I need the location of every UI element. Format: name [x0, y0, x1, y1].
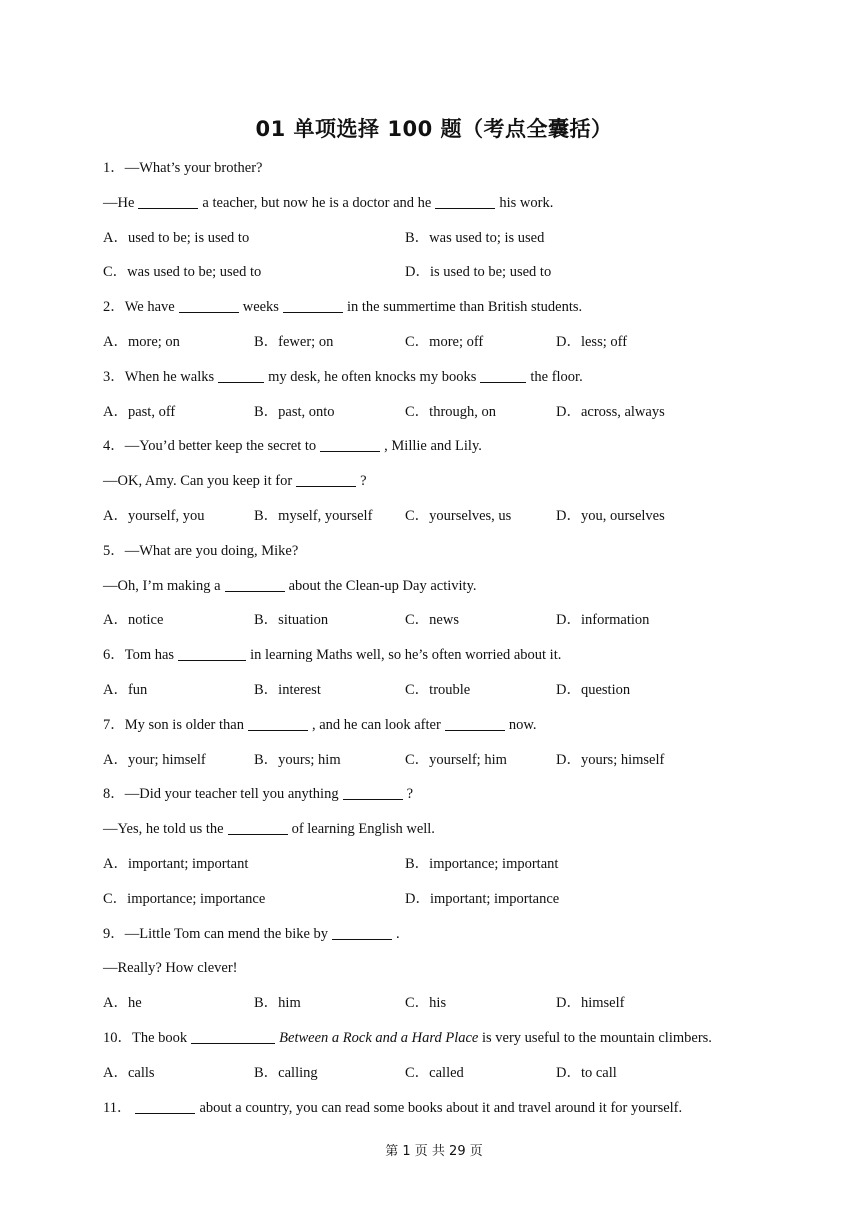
option-d: D．is used to be; used to [405, 264, 552, 281]
option-d: D．himself [556, 995, 625, 1012]
question-2-stem: 2．We have weeks in the summertime than British students. [103, 299, 583, 316]
option-b: B．was used to; is used [405, 229, 545, 246]
answer-blank [228, 819, 288, 835]
option-c: C．importance; importance [103, 890, 266, 907]
question-6-options [103, 678, 803, 713]
question-9-options [103, 991, 803, 1026]
answer-blank [138, 193, 198, 209]
question-1-stem: 1．—What’s your brother? [103, 160, 263, 176]
option-c: C．his [405, 995, 447, 1012]
option-d: D．you, ourselves [556, 507, 665, 524]
question-4-options [103, 504, 803, 539]
question-2-options [103, 330, 803, 365]
option-b: B．him [254, 995, 301, 1012]
answer-blank [435, 193, 495, 209]
option-d: D．question [556, 681, 631, 698]
question-5-stem: 5．—What are you doing, Mike? [103, 542, 299, 559]
question-3-stem: 3．When he walks my desk, he often knocks my books the floor. [103, 368, 583, 385]
page-title: 01 单项选择 100 题（考点全囊括） [255, 117, 613, 141]
question-9-stem: 9．—Little Tom can mend the bike by . [103, 925, 400, 942]
question-5-reply: —Oh, I’m making a about the Clean-up Day activity. [103, 577, 477, 594]
answer-blank [225, 576, 285, 592]
answer-blank [343, 784, 403, 800]
option-d: D．less; off [556, 333, 628, 350]
question-8-stem: 8．—Did your teacher tell you anything ? [103, 786, 414, 803]
question-4-stem: 4．—You’d better keep the secret to , Millie and Lily. [103, 438, 482, 455]
question-4-reply: —OK, Amy. Can you keep it for ? [103, 473, 367, 490]
option-c: C．yourself; him [405, 751, 507, 768]
option-d: D．across, always [556, 403, 665, 420]
question-6-stem: 6．Tom has in learning Maths well, so he’s often worried about it. [103, 647, 562, 664]
answer-blank [218, 367, 264, 383]
option-d: D．yours; himself [556, 751, 665, 768]
option-b: B．myself, yourself [254, 507, 373, 524]
option-c: C．called [405, 1064, 464, 1081]
answer-blank [445, 715, 505, 731]
question-1-options-2 [103, 260, 803, 295]
option-c: C．news [405, 612, 459, 629]
option-c: C．trouble [405, 681, 471, 698]
answer-blank [135, 1098, 195, 1114]
question-list [103, 156, 803, 1130]
option-c: C．more; off [405, 333, 484, 350]
option-a: A．important; important [103, 855, 249, 872]
question-11-stem: 11． about a country, you can read some books about it and travel around it for yourself. [103, 1099, 683, 1116]
option-b: B．interest [254, 681, 321, 698]
option-a: A．he [103, 995, 142, 1012]
option-d: D．important; importance [405, 890, 560, 907]
question-1-options [103, 226, 803, 261]
option-b: B．situation [254, 612, 329, 629]
question-8-options [103, 852, 803, 887]
question-9-reply: —Really? How clever! [103, 960, 238, 977]
question-7-stem: 7．My son is older than , and he can look after now. [103, 716, 537, 733]
answer-blank [248, 715, 308, 731]
option-a: A．your; himself [103, 751, 206, 768]
question-7-options [103, 748, 803, 783]
option-b: B．past, onto [254, 403, 335, 420]
answer-blank [480, 367, 526, 383]
answer-blank [320, 436, 380, 452]
option-b: B．importance; important [405, 855, 559, 872]
option-a: A．notice [103, 612, 164, 629]
question-1-reply: —He a teacher, but now he is a doctor and he his work. [103, 194, 554, 211]
question-8-reply: —Yes, he told us the of learning English well. [103, 821, 435, 838]
book-title: Between a Rock and a Hard Place [279, 1029, 479, 1046]
answer-blank [191, 1028, 275, 1044]
option-b: B．yours; him [254, 751, 341, 768]
option-d: D．information [556, 612, 650, 629]
question-5-options [103, 608, 803, 643]
answer-blank [332, 924, 392, 940]
option-a: A．fun [103, 681, 148, 698]
option-a: A．used to be; is used to [103, 229, 250, 246]
option-d: D．to call [556, 1064, 617, 1081]
option-a: A．calls [103, 1064, 155, 1081]
question-10-stem: 10．The book Between a Rock and a Hard Place is very useful to the mountain climbers. [103, 1029, 712, 1046]
question-3-options [103, 400, 803, 435]
question-10-options [103, 1061, 803, 1096]
answer-blank [296, 471, 356, 487]
answer-blank [178, 645, 246, 661]
question-8-options-2 [103, 887, 803, 922]
answer-blank [179, 297, 239, 313]
option-b: B．calling [254, 1064, 318, 1081]
option-a: A．past, off [103, 403, 176, 420]
option-c: C．was used to be; used to [103, 264, 262, 281]
option-a: A．yourself, you [103, 507, 205, 524]
option-a: A．more; on [103, 333, 180, 350]
page-number-footer: 第 1 页 共 29 页 [385, 1144, 483, 1159]
answer-blank [283, 297, 343, 313]
option-b: B．fewer; on [254, 333, 334, 350]
option-c: C．through, on [405, 403, 497, 420]
option-c: C．yourselves, us [405, 507, 512, 524]
